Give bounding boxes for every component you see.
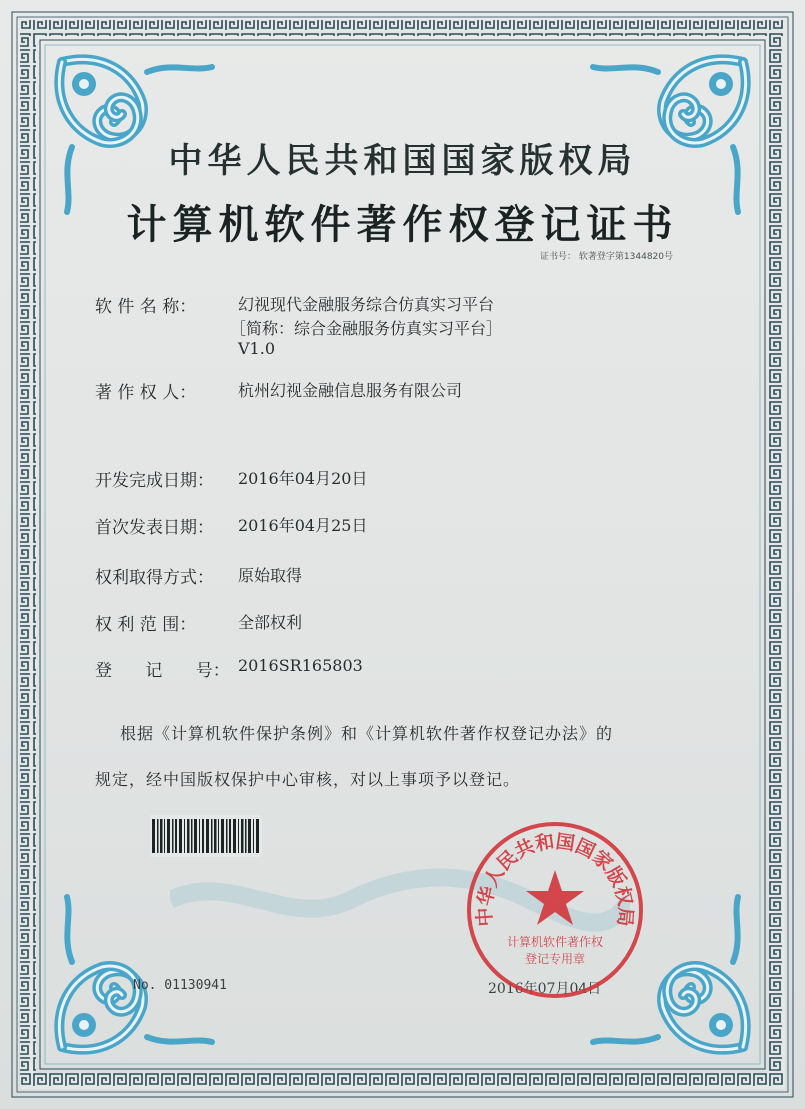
pub-date-value: 2016年04月25日 [238, 516, 368, 535]
acquire-method-value: 原始取得 [238, 566, 303, 585]
software-name-value: 幻视现代金融服务综合仿真实习平台 [238, 295, 495, 314]
official-seal [463, 818, 647, 1002]
certificate-number: 证书号： 软著登字第1344820号 [540, 252, 673, 262]
pub-date-label: 首次发表日期： [95, 518, 214, 538]
owner-label: 著 作 权 人： [95, 383, 197, 403]
rights-scope-label: 权 利 范 围： [95, 615, 197, 635]
statement-line-1: 根据《计算机软件保护条例》和《计算机软件著作权登记办法》的 [120, 724, 614, 743]
seal-star-icon [526, 870, 584, 925]
acquire-method-label: 权利取得方式： [95, 568, 214, 588]
dev-date-label: 开发完成日期： [95, 471, 214, 491]
svg-text:登记专用章: 登记专用章 [524, 952, 586, 966]
owner-value: 杭州幻视金融信息服务有限公司 [238, 381, 463, 400]
issue-date: 2016年07月04日 [488, 981, 602, 997]
statement-line-2: 规定，经中国版权保护中心审核，对以上事项予以登记。 [95, 770, 521, 789]
issuing-organization: 中华人民共和国国家版权局 [168, 141, 637, 181]
software-name-label: 软 件 名 称： [95, 297, 197, 317]
certificate-title: 计算机软件著作权登记证书 [126, 201, 679, 248]
svg-text:计算机软件著作权: 计算机软件著作权 [506, 935, 604, 949]
svg-text:中华人民共和国国家版权局: 中华人民共和国国家版权局 [473, 830, 637, 928]
barcode [150, 815, 262, 857]
rights-scope-value: 全部权利 [238, 613, 303, 632]
registration-number-value: 2016SR165803 [238, 656, 363, 675]
software-version: V1.0 [238, 339, 275, 358]
dev-date-value: 2016年04月20日 [238, 469, 368, 488]
serial-number: No. 01130941 [133, 978, 227, 993]
registration-number-label: 登 记 号： [95, 661, 230, 681]
software-short-name: ［简称：综合金融服务仿真实习平台］ [230, 319, 503, 338]
